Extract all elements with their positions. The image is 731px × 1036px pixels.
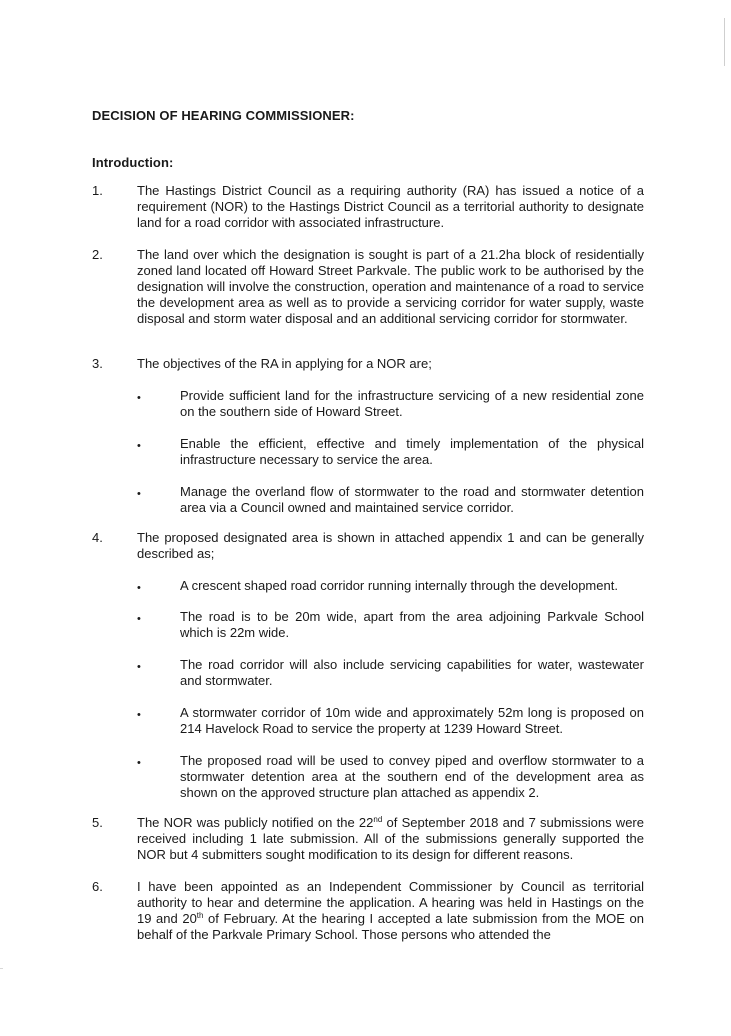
list-item-text: Provide sufficient land for the infrastructure servicing of a new residential zone on the southern side of Howard Street. xyxy=(180,388,644,419)
list-item-text: The road corridor will also include servicing capabilities for water, wastewater and stormwater. xyxy=(180,657,644,688)
list-item xyxy=(137,705,644,737)
list-item-text: The road is to be 20m wide, apart from the area adjoining Parkvale School which is 22m wide. xyxy=(180,609,644,640)
bullet-icon: • xyxy=(137,709,141,721)
list-item-text: Manage the overland flow of stormwater to the road and stormwater detention area via a Council owned and maintained service corridor. xyxy=(180,484,644,515)
paragraph-number: 6. xyxy=(92,879,103,894)
paragraph-text: The proposed designated area is shown in attached appendix 1 and can be generally described as; xyxy=(137,530,644,561)
bullet-icon: • xyxy=(137,392,141,404)
list-item xyxy=(137,657,644,689)
ordinal-suffix: th xyxy=(196,911,204,920)
paragraph-number: 4. xyxy=(92,530,103,545)
numbered-paragraph xyxy=(92,530,644,562)
ordinal-suffix: nd xyxy=(373,815,383,824)
paragraph-number: 3. xyxy=(92,356,103,371)
section-heading-introduction: Introduction: xyxy=(92,155,174,170)
scan-mark xyxy=(0,968,3,969)
numbered-paragraph xyxy=(92,247,644,327)
bullet-icon: • xyxy=(137,488,141,500)
bullet-icon: • xyxy=(137,582,141,594)
list-item xyxy=(137,753,644,801)
paragraph-text: The land over which the designation is sought is part of a 21.2ha block of residentially zoned land located off Howard Street Parkvale. The public work to be authorised by the designation will involve the construction, operation and maintenance of a road to service the development area as well as to provide a servicing corridor for water supply, waste disposal and storm water disposal and an additional servicing corridor for stormwater. xyxy=(137,247,644,326)
list-item xyxy=(137,388,644,420)
bullet-icon: • xyxy=(137,757,141,769)
list-item-text: The proposed road will be used to convey piped and overflow stormwater to a stormwater detention area at the southern end of the development area as shown on the approved structure plan attached as appendix 2. xyxy=(180,753,644,800)
document-title: DECISION OF HEARING COMMISSIONER: xyxy=(92,108,355,123)
scan-mark xyxy=(724,18,725,66)
paragraph-text: I have been appointed as an Independent Commissioner by Council as territorial authority to hear and determine the application. A hearing was held in Hastings on the 19 and 20th of February. At the hearing I accepted a late submission from the MOE on behalf of the Parkvale Primary School. Those persons who attended the xyxy=(137,879,644,942)
bullet-icon: • xyxy=(137,661,141,673)
paragraph-number: 5. xyxy=(92,815,103,830)
paragraph-number: 2. xyxy=(92,247,103,262)
list-item xyxy=(137,578,644,594)
paragraph-text: The Hastings District Council as a requiring authority (RA) has issued a notice of a requirement (NOR) to the Hastings District Council as a territorial authority to designate land for a road corridor with associated infrastructure. xyxy=(137,183,644,230)
numbered-paragraph xyxy=(92,356,644,372)
bullet-icon: • xyxy=(137,440,141,452)
bullet-icon: • xyxy=(137,613,141,625)
list-item xyxy=(137,484,644,516)
paragraph-text: The NOR was publicly notified on the 22nd of September 2018 and 7 submissions were received including 1 late submission. All of the submissions generally supported the NOR but 4 submitters sought modification to its design for different reasons. xyxy=(137,815,644,862)
list-item xyxy=(137,609,644,641)
list-item-text: A crescent shaped road corridor running internally through the development. xyxy=(180,578,618,593)
numbered-paragraph xyxy=(92,183,644,231)
paragraph-number: 1. xyxy=(92,183,103,198)
list-item xyxy=(137,436,644,468)
numbered-paragraph xyxy=(92,815,644,863)
list-item-text: Enable the efficient, effective and timely implementation of the physical infrastructure necessary to service the area. xyxy=(180,436,644,467)
numbered-paragraph xyxy=(92,879,644,943)
paragraph-text: The objectives of the RA in applying for a NOR are; xyxy=(137,356,432,371)
list-item-text: A stormwater corridor of 10m wide and approximately 52m long is proposed on 214 Havelock Road to service the property at 1239 Howard Street. xyxy=(180,705,644,736)
